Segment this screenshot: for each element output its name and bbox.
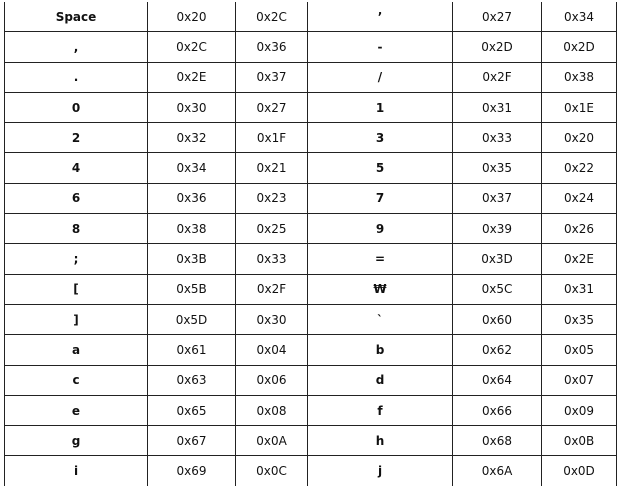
scan-code-cell: 0x38 [542, 62, 617, 92]
code-cell: 0x63 [148, 365, 236, 395]
code-cell: 0x65 [148, 395, 236, 425]
key-cell: ` [308, 304, 453, 334]
table-row [5, 153, 617, 183]
scan-code-cell: 0x2C [236, 2, 308, 32]
code-cell: 0x37 [453, 183, 542, 213]
scan-code-cell: 0x05 [542, 335, 617, 365]
code-cell: 0x5D [148, 304, 236, 334]
key-cell: i [5, 456, 148, 486]
code-cell: 0x61 [148, 335, 236, 365]
scan-code-cell: 0x1F [236, 123, 308, 153]
scan-code-cell: 0x27 [236, 92, 308, 122]
key-cell: a [5, 335, 148, 365]
scan-code-cell: 0x0A [236, 426, 308, 456]
code-cell: 0x38 [148, 214, 236, 244]
table-row [5, 456, 617, 486]
table-row [5, 335, 617, 365]
scan-code-cell: 0x37 [236, 62, 308, 92]
code-cell: 0x39 [453, 214, 542, 244]
key-cell: g [5, 426, 148, 456]
key-cell: 2 [5, 123, 148, 153]
scan-code-cell: 0x0D [542, 456, 617, 486]
table-row [5, 183, 617, 213]
key-cell: ] [5, 304, 148, 334]
scan-code-cell: 0x31 [542, 274, 617, 304]
key-cell: b [308, 335, 453, 365]
code-cell: 0x27 [453, 2, 542, 32]
scan-code-cell: 0x2F [236, 274, 308, 304]
table-row [5, 426, 617, 456]
key-cell: c [5, 365, 148, 395]
key-cell: 5 [308, 153, 453, 183]
scan-code-cell: 0x20 [542, 123, 617, 153]
code-cell: 0x36 [148, 183, 236, 213]
key-code-table [4, 2, 617, 486]
scan-code-cell: 0x33 [236, 244, 308, 274]
code-cell: 0x69 [148, 456, 236, 486]
key-cell: - [308, 32, 453, 62]
scan-code-cell: 0x26 [542, 214, 617, 244]
code-cell: 0x62 [453, 335, 542, 365]
table-row [5, 214, 617, 244]
scan-code-cell: 0x09 [542, 395, 617, 425]
table-row [5, 62, 617, 92]
scan-code-cell: 0x34 [542, 2, 617, 32]
key-code-table-body [5, 2, 617, 486]
scan-code-cell: 0x25 [236, 214, 308, 244]
table-row [5, 92, 617, 122]
key-cell: 6 [5, 183, 148, 213]
code-cell: 0x33 [453, 123, 542, 153]
key-cell: ’ [308, 2, 453, 32]
scan-code-cell: 0x1E [542, 92, 617, 122]
key-cell: 3 [308, 123, 453, 153]
scan-code-cell: 0x35 [542, 304, 617, 334]
table-row [5, 304, 617, 334]
key-cell: 1 [308, 92, 453, 122]
code-cell: 0x31 [453, 92, 542, 122]
code-cell: 0x2D [453, 32, 542, 62]
scan-code-cell: 0x21 [236, 153, 308, 183]
code-cell: 0x68 [453, 426, 542, 456]
table-row [5, 244, 617, 274]
key-cell: 0 [5, 92, 148, 122]
code-cell: 0x3D [453, 244, 542, 274]
code-cell: 0x20 [148, 2, 236, 32]
table-row [5, 2, 617, 32]
scan-code-cell: 0x24 [542, 183, 617, 213]
code-cell: 0x32 [148, 123, 236, 153]
key-cell: ₩ [308, 274, 453, 304]
code-cell: 0x5C [453, 274, 542, 304]
scan-code-cell: 0x36 [236, 32, 308, 62]
key-cell: ; [5, 244, 148, 274]
scan-code-cell: 0x07 [542, 365, 617, 395]
key-cell: / [308, 62, 453, 92]
scan-code-cell: 0x22 [542, 153, 617, 183]
key-cell: j [308, 456, 453, 486]
scan-code-cell: 0x30 [236, 304, 308, 334]
key-cell: . [5, 62, 148, 92]
key-cell: f [308, 395, 453, 425]
code-cell: 0x66 [453, 395, 542, 425]
code-cell: 0x34 [148, 153, 236, 183]
key-cell: [ [5, 274, 148, 304]
code-cell: 0x30 [148, 92, 236, 122]
code-cell: 0x3B [148, 244, 236, 274]
table-row [5, 365, 617, 395]
key-cell: h [308, 426, 453, 456]
code-cell: 0x64 [453, 365, 542, 395]
code-cell: 0x6A [453, 456, 542, 486]
code-cell: 0x2C [148, 32, 236, 62]
scan-code-cell: 0x2D [542, 32, 617, 62]
code-cell: 0x35 [453, 153, 542, 183]
key-cell: 8 [5, 214, 148, 244]
key-cell: 4 [5, 153, 148, 183]
key-cell: 9 [308, 214, 453, 244]
scan-code-cell: 0x23 [236, 183, 308, 213]
code-cell: 0x2F [453, 62, 542, 92]
key-cell: , [5, 32, 148, 62]
code-cell: 0x60 [453, 304, 542, 334]
code-cell: 0x5B [148, 274, 236, 304]
code-cell: 0x67 [148, 426, 236, 456]
key-cell: 7 [308, 183, 453, 213]
scan-code-cell: 0x08 [236, 395, 308, 425]
scan-code-cell: 0x0C [236, 456, 308, 486]
table-row [5, 32, 617, 62]
table-row [5, 274, 617, 304]
key-cell: Space [5, 2, 148, 32]
scan-code-cell: 0x0B [542, 426, 617, 456]
code-cell: 0x2E [148, 62, 236, 92]
key-cell: e [5, 395, 148, 425]
table-row [5, 123, 617, 153]
key-cell: d [308, 365, 453, 395]
key-cell: = [308, 244, 453, 274]
table-row [5, 395, 617, 425]
scan-code-cell: 0x06 [236, 365, 308, 395]
scan-code-cell: 0x2E [542, 244, 617, 274]
scan-code-cell: 0x04 [236, 335, 308, 365]
